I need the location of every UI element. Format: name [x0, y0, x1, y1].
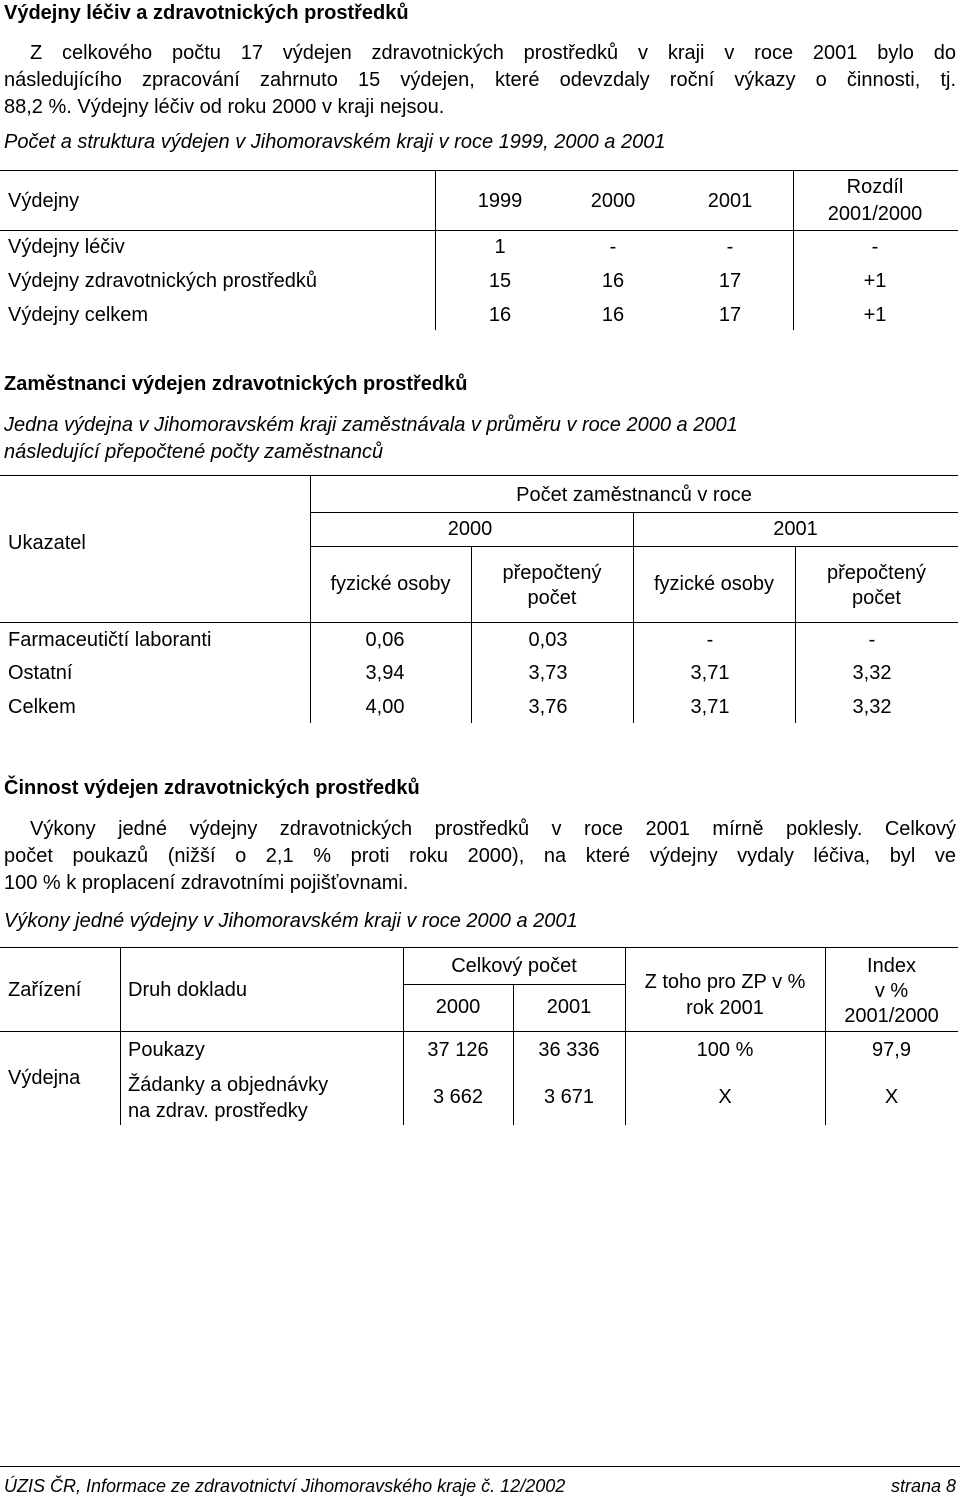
- cell-2000: 37 126: [427, 1039, 489, 1061]
- cell-index: X: [884, 1086, 899, 1108]
- header-line: 2001/2000: [844, 1005, 939, 1027]
- table-header-vydejny: Výdejny: [8, 190, 80, 212]
- table-rule: [403, 984, 625, 985]
- table-rule: [0, 1031, 958, 1032]
- cell-rozdil: -: [871, 236, 879, 258]
- table-header-fyzicke-2000: fyzické osoby: [330, 573, 451, 595]
- table-header-index: [825, 954, 958, 1029]
- table-header-prepocteny-2000: [471, 561, 633, 611]
- table-header-druh-dokladu: Druh dokladu: [128, 979, 247, 1001]
- table-header-celkovy-pocet: Celkový počet: [451, 955, 577, 977]
- row-label: Celkem: [8, 696, 76, 718]
- table-header-z-toho: [625, 969, 825, 1021]
- table-caption-vydejny: Počet a struktura výdejen v Jihomoravském kraji v roce 1999, 2000 a 2001: [4, 131, 666, 153]
- paragraph-line: Výkony jedné výdejny zdravotnických prostředků v roce 2001 mírně poklesly. Celkový: [30, 818, 956, 840]
- section-paragraph-vydejny: [4, 40, 956, 121]
- cell-2001: 17: [718, 304, 742, 326]
- table-header-rozdil-years: 2001/2000: [827, 203, 923, 225]
- table-header-2000: 2000: [435, 996, 481, 1018]
- table-header-2001: 2001: [546, 996, 592, 1018]
- section-heading-cinnost: Činnost výdejen zdravotnických prostředků: [4, 777, 420, 799]
- row-label: Farmaceutičtí laboranti: [8, 629, 212, 651]
- header-line: přepočtený: [827, 562, 926, 584]
- table-rule: [0, 230, 958, 231]
- table-rule: [0, 170, 958, 171]
- cell-2001: 3 671: [543, 1086, 595, 1108]
- table-header-2000: 2000: [447, 518, 493, 540]
- header-line: přepočtený: [502, 562, 602, 584]
- cell-2000: 16: [601, 304, 625, 326]
- cell-z-toho: X: [718, 1086, 732, 1108]
- row-label: [128, 1072, 328, 1124]
- row-label: Výdejny léčiv: [8, 236, 125, 258]
- row-label: Ostatní: [8, 662, 73, 684]
- cell-index: 97,9: [872, 1039, 911, 1061]
- cell-2000: 16: [601, 270, 625, 292]
- section-paragraph-cinnost: [4, 816, 956, 897]
- table-caption-vykony: Výkony jedné výdejny v Jihomoravském kraji v roce 2000 a 2001: [4, 910, 578, 932]
- cell-rozdil: +1: [863, 304, 887, 326]
- row-label-line: Žádanky a objednávky: [128, 1074, 329, 1096]
- table-header-2001: 2001: [773, 518, 818, 540]
- table-header-2001: 2001: [707, 190, 753, 212]
- cell-prepocteny-2001: 3,32: [852, 696, 892, 718]
- header-line: rok 2001: [686, 997, 764, 1019]
- section-heading-vydejny: Výdejny léčiv a zdravotnických prostředků: [4, 2, 409, 24]
- table-col-divider: [310, 475, 311, 723]
- section-heading-zamestnanci: Zaměstnanci výdejen zdravotnických prostředků: [4, 373, 468, 395]
- cell-fyzicke-2000: 4,00: [365, 696, 405, 718]
- cell-fyzicke-2000: 3,94: [365, 662, 405, 684]
- caption-line: následující přepočtené počty zaměstnanců: [4, 441, 384, 463]
- row-label: Poukazy: [128, 1039, 205, 1061]
- table-col-divider: [435, 170, 436, 330]
- table-rule: [310, 512, 958, 513]
- row-label: Výdejny zdravotnických prostředků: [8, 270, 318, 292]
- table-header-pocet: Počet zaměstnanců v roce: [516, 484, 752, 506]
- paragraph-line: Z celkového počtu 17 výdejen zdravotnických prostředků v kraji v roce 2001 bylo do: [30, 42, 956, 64]
- paragraph-line: 100 % k proplacení zdravotními pojišťovnami.: [4, 872, 409, 894]
- table-header-prepocteny-2001: [795, 561, 958, 611]
- cell-rozdil: +1: [863, 270, 887, 292]
- cell-prepocteny-2001: 3,32: [852, 662, 892, 684]
- table-col-divider: [633, 512, 634, 723]
- paragraph-line: 88,2 %. Výdejny léčiv od roku 2000 v kraji nejsou.: [4, 96, 445, 118]
- paragraph-line: následujícího zpracování zahrnuto 15 výdejen, které odevzdaly roční výkazy o činnosti, tj.: [4, 69, 956, 91]
- table-header-1999: 1999: [477, 190, 523, 212]
- cell-1999: 16: [488, 304, 512, 326]
- table-rule: [0, 622, 958, 623]
- footer-page-number: strana 8: [890, 1476, 956, 1496]
- header-line: počet: [527, 587, 577, 609]
- paragraph-line: počet poukazů (nižší o 2,1 % proti roku 2000), na které výdejny vydaly léčiva, byl ve: [4, 845, 956, 867]
- cell-1999: 15: [488, 270, 512, 292]
- table-caption-zamestnanci: [4, 412, 738, 466]
- cell-fyzicke-2001: -: [706, 629, 714, 651]
- cell-2001: 36 336: [538, 1039, 600, 1061]
- cell-2000: -: [609, 236, 617, 258]
- row-label: Výdejny celkem: [8, 304, 149, 326]
- cell-z-toho: 100 %: [696, 1039, 754, 1061]
- header-line: v %: [874, 980, 909, 1002]
- cell-2001: 17: [718, 270, 742, 292]
- cell-2000: 3 662: [432, 1086, 484, 1108]
- table-col-divider: [120, 947, 121, 1125]
- table-rule: [0, 475, 958, 476]
- row-label-line: na zdrav. prostředky: [128, 1100, 308, 1122]
- cell-2001: -: [726, 236, 734, 258]
- cell-prepocteny-2000: 0,03: [528, 629, 568, 651]
- table-col-divider: [793, 170, 794, 330]
- cell-prepocteny-2000: 3,73: [528, 662, 568, 684]
- table-header-rozdil: Rozdíl: [846, 176, 904, 198]
- cell-fyzicke-2000: 0,06: [365, 629, 405, 651]
- footer-source: ÚZIS ČR, Informace ze zdravotnictví Jihomoravského kraje č. 12/2002: [4, 1476, 566, 1496]
- header-line: Index: [867, 955, 916, 977]
- cell-prepocteny-2000: 3,76: [528, 696, 568, 718]
- header-line: Z toho pro ZP v %: [644, 971, 806, 993]
- table-rule: [0, 947, 958, 948]
- cell-1999: 1: [494, 236, 506, 258]
- table-header-ukazatel: Ukazatel: [8, 532, 86, 554]
- table-header-zarizeni: Zařízení: [8, 979, 82, 1001]
- cell-fyzicke-2001: 3,71: [690, 696, 730, 718]
- row-group-label-vydejna: Výdejna: [8, 1067, 81, 1089]
- cell-prepocteny-2001: -: [868, 629, 876, 651]
- table-header-fyzicke-2001: fyzické osoby: [653, 573, 775, 595]
- table-rule: [310, 546, 958, 547]
- cell-fyzicke-2001: 3,71: [690, 662, 730, 684]
- table-header-2000: 2000: [590, 190, 636, 212]
- caption-line: Jedna výdejna v Jihomoravském kraji zaměstnávala v průměru v roce 2000 a 2001: [4, 414, 738, 436]
- header-line: počet: [852, 587, 901, 609]
- footer-rule: [0, 1466, 960, 1467]
